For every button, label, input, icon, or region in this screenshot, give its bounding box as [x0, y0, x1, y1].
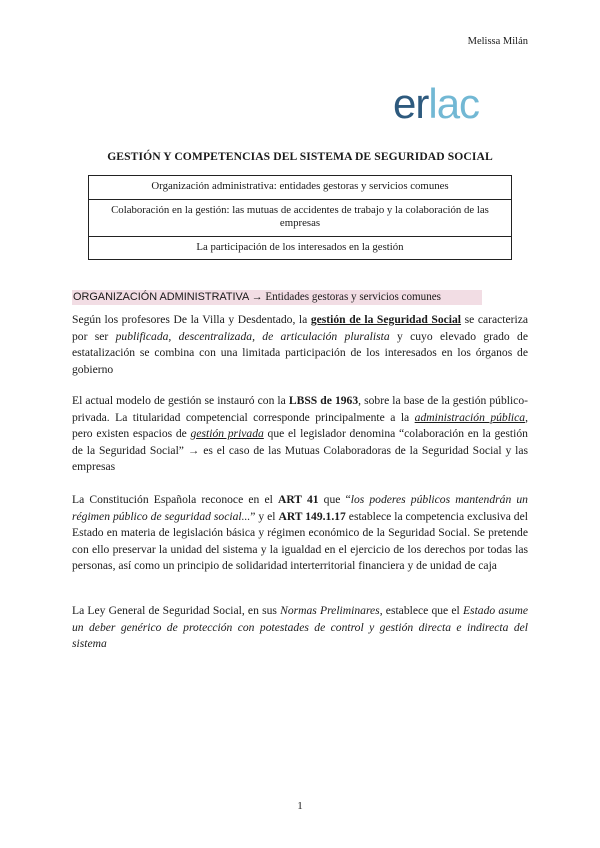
paragraph-2: [72, 393, 528, 476]
text-run: y cuyo elevado grado de estatalización se combina con una limitada participación de los interesados en los órganos de gobierno: [72, 329, 528, 376]
text-run: , sobre la base de la gestión público-privada. La titularidad competencial corresponde principalmente a la: [72, 394, 528, 424]
toc-item: Colaboración en la gestión: las mutuas de accidentes de trabajo y la colaboración de las empresas: [89, 199, 511, 236]
bold-underlined-term: gestión de la Seguridad Social: [310, 313, 462, 326]
italic-term: Normas Preliminares: [280, 604, 380, 617]
italic-underlined-term: gestión privada: [190, 427, 264, 440]
section-heading-lead: ORGANIZACIÓN ADMINISTRATIVA →: [73, 291, 263, 303]
bold-term: LBSS de 1963: [288, 394, 359, 407]
text-run: Según los profesores De la Villa y Desdentado, la: [72, 313, 311, 326]
logo-text: erlac: [393, 80, 480, 126]
text-run: se caracteriza por ser: [72, 313, 529, 343]
italic-underlined-term: administración pública: [414, 410, 526, 424]
toc-item: La participación de los interesados en la gestión: [89, 236, 511, 260]
bold-term: ART 41: [277, 493, 319, 506]
document-title: GESTIÓN Y COMPETENCIAS DEL SISTEMA DE SEGURIDAD SOCIAL: [107, 150, 493, 163]
toc-item: Organización administrativa: entidades gestoras y servicios comunes: [151, 180, 449, 192]
toc-table: [88, 175, 512, 260]
section-heading-rest: Entidades gestoras y servicios comunes: [262, 291, 441, 303]
text-run: que el legislador denomina “colaboración en la gestión de la Seguridad Social” → es el caso de las Mutuas Colaboradoras de la Seguridad Social y las empresas: [72, 427, 528, 473]
text-run: establece la competencia exclusiva del Estado en materia de legislación básica y régimen económico de la Seguridad Social. Se pretende con ello preservar la unidad del sistema y la igualdad en el ejercicio de los derechos por todas las personas, así como un principio de solidaridad interterritorial financiera y de unidad de caja: [72, 509, 528, 572]
paragraph-1: [72, 312, 528, 378]
page-number: 1: [297, 800, 303, 812]
text-run: ” y el: [250, 509, 279, 523]
text-run: que “: [318, 493, 351, 506]
text-run: , establece que el: [379, 604, 463, 617]
text-run: , pero existen espacios de: [72, 410, 528, 440]
author-name: Melissa Milán: [467, 36, 528, 47]
text-run: La Ley General de Seguridad Social, en sus: [72, 604, 281, 617]
text-run: La Constitución Española reconoce en el: [72, 493, 278, 506]
paragraph-3: [72, 492, 528, 575]
paragraph-4: [72, 603, 528, 653]
erlac-logo: [392, 80, 522, 126]
italic-term: Estado asume un deber genérico de protección con potestades de control y gestión directa e indirecta del sistema: [72, 604, 528, 650]
section-heading: [72, 290, 482, 305]
italic-term: publificada, descentralizada, de articulación pluralista: [115, 329, 390, 343]
bold-term: ART 149.1.17: [278, 509, 346, 523]
italic-quote: los poderes públicos mantendrán un régimen público de seguridad social...: [72, 493, 528, 523]
text-run: El actual modelo de gestión se instauró con la: [72, 394, 289, 407]
